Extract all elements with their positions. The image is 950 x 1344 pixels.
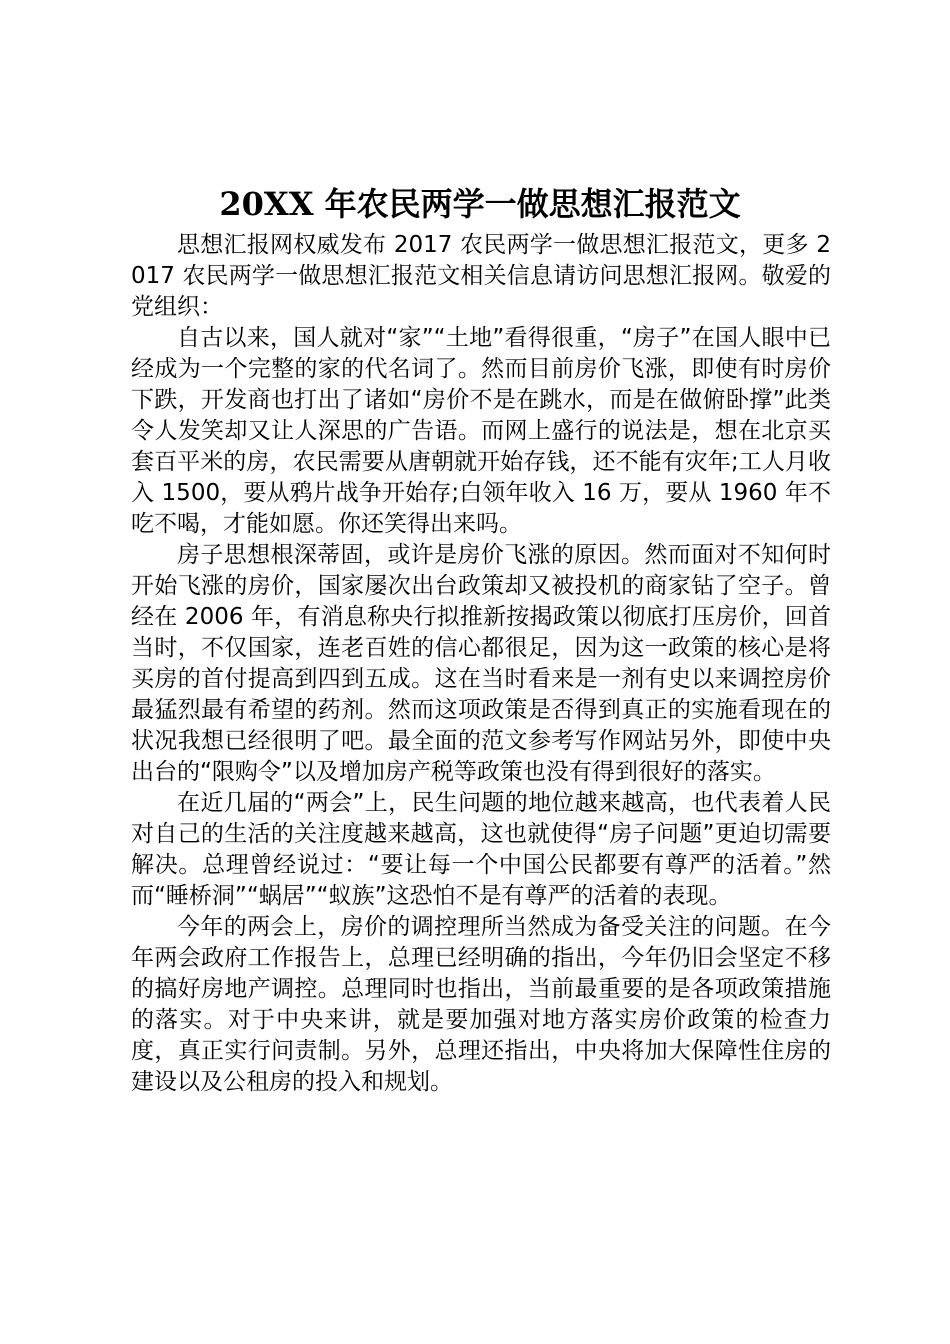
- paragraph-4: 今年的两会上，房价的调控理所当然成为备受关注的问题。在今年两会政府工作报告上，总理已经明确的指出，今年仍旧会坚定不移的搞好房地产调控。总理同时也指出，当前最重要的是各项政策措施的落实。对于中央来讲，就是要加强对地方落实房价政策的检查力度，真正实行问责制。另外，总理还指出，中央将加大保障性住房的建设以及公租房的投入和规划。: [131, 914, 831, 1095]
- paragraph-intro: 思想汇报网权威发布 2017 农民两学一做思想汇报范文，更多 2017 农民两学一做思想汇报范文相关信息请访问思想汇报网。敬爱的党组织：: [131, 232, 831, 320]
- paragraph-1: 自古以来，国人就对“家”“土地”看得很重，“房子”在国人眼中已经成为一个完整的家的代名词了。然而目前房价飞涨，即使有时房价下跌，开发商也打出了诸如“房价不是在跳水，而是在做俯卧撑”此类令人发笑却又让人深思的广告语。而网上盛行的说法是，想在北京买套百平米的房，农民需要从唐朝就开始存钱，还不能有灾年;工人月收入 1500，要从鸦片战争开始存;白领年收入 16 万，要从 1960 年不吃不喝，才能如愿。你还笑得出来吗。: [131, 325, 831, 537]
- document-title: 20XX 年农民两学一做思想汇报范文: [219, 185, 741, 223]
- document-body: [131, 230, 831, 1098]
- paragraph-3: 在近几届的“两会”上，民生问题的地位越来越高，也代表着人民对自己的生活的关注度越来越高，这也就使得“房子问题”更迫切需要解决。总理曾经说过：“要让每一个中国公民都要有尊严的活着。”然而“睡桥洞”“蜗居”“蚁族”这恐怕不是有尊严的活着的表现。: [131, 790, 831, 909]
- paragraph-2: 房子思想根深蒂固，或许是房价飞涨的原因。然而面对不知何时开始飞涨的房价，国家屡次出台政策却又被投机的商家钻了空子。曾经在 2006 年，有消息称央行拟推新按揭政策以彻底打压房价，回首当时，不仅国家，连老百姓的信心都很足，因为这一政策的核心是将买房的首付提高到四到五成。这在当时看来是一剂有史以来调控房价最猛烈最有希望的药剂。然而这项政策是否得到真正的实施看现在的状况我想已经很明了吧。最全面的范文参考写作网站另外，即使中央出台的“限购令”以及增加房产税等政策也没有得到很好的落实。: [131, 542, 831, 785]
